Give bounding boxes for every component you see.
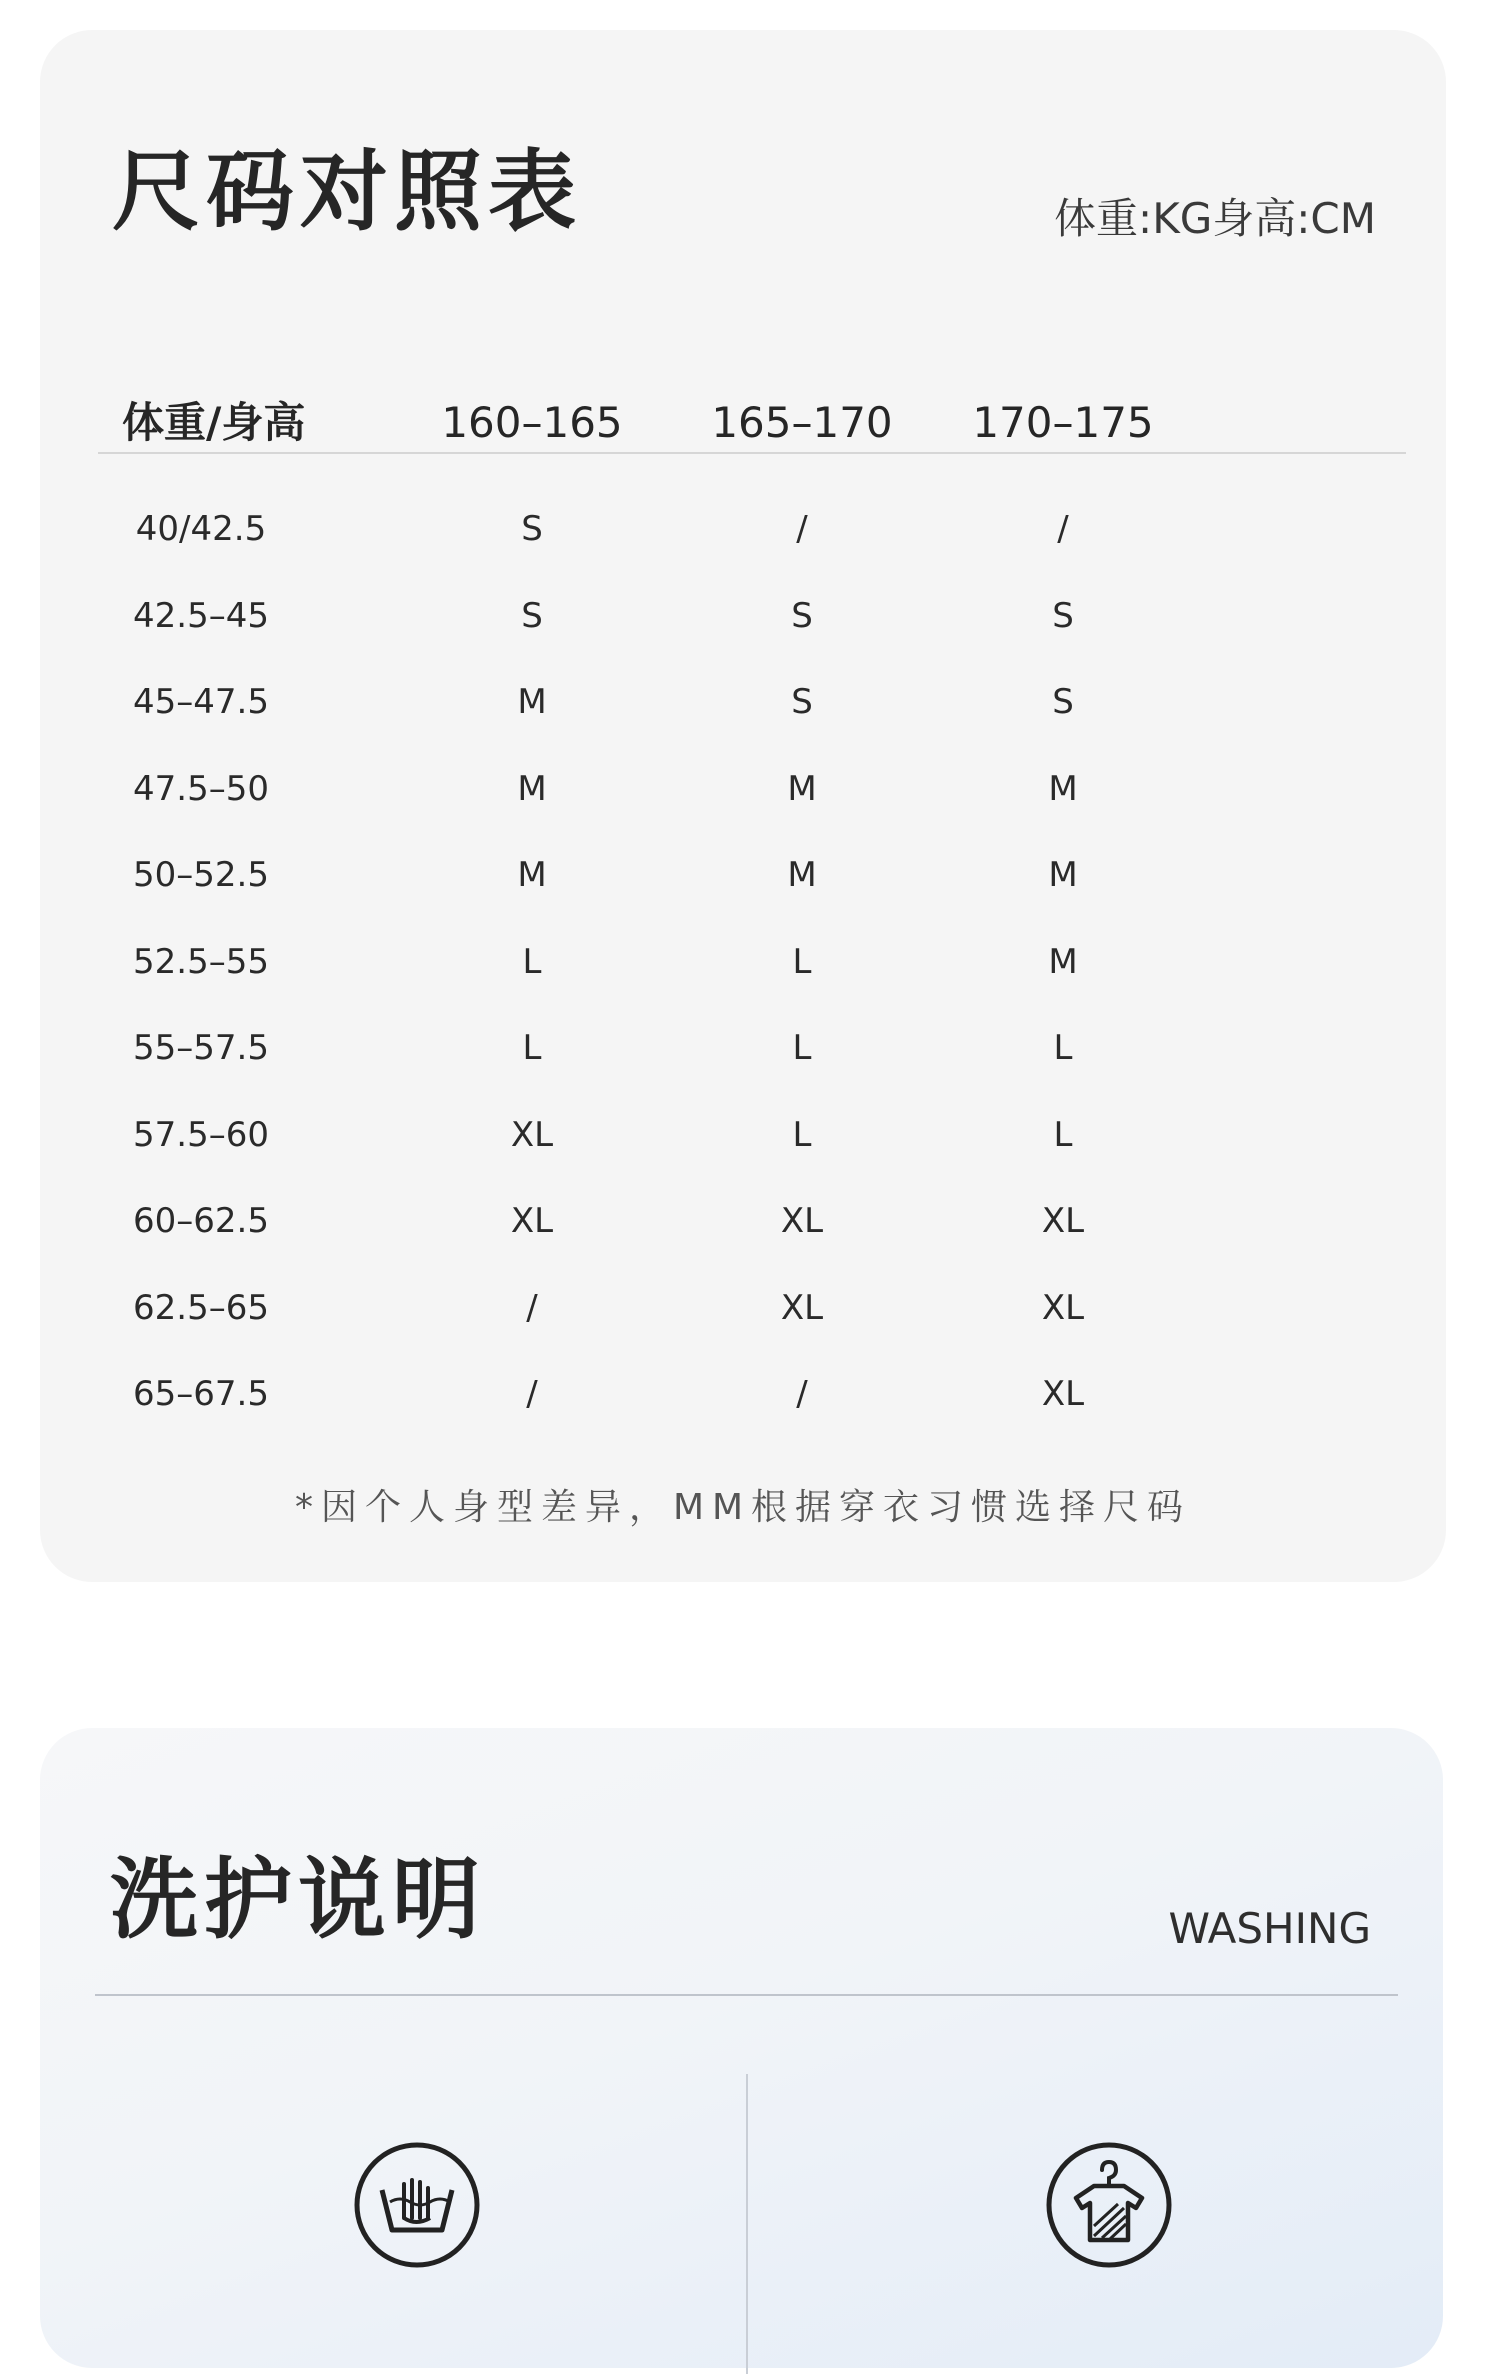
size-cell: / <box>796 509 808 549</box>
washing-title: 洗护说明 <box>110 1848 487 1951</box>
size-cell: / <box>526 1287 538 1328</box>
table-row <box>40 1271 1446 1358</box>
table-row <box>40 1011 1446 1098</box>
height-column-header: 160–165 <box>441 398 623 447</box>
size-chart-title: 尺码对照表 <box>112 140 583 243</box>
weight-range: 57.5–60 <box>133 1114 269 1155</box>
table-row <box>40 1098 1446 1185</box>
size-cell: XL <box>510 1201 554 1241</box>
weight-range: 50–52.5 <box>133 855 269 895</box>
table-row <box>40 1184 1446 1271</box>
size-chart-units: 体重:KG身高:CM <box>1054 194 1376 243</box>
corner-header: 体重/身高 <box>122 398 306 447</box>
washing-card <box>40 1728 1443 2368</box>
size-cell: XL <box>1041 1374 1085 1414</box>
height-column-header: 170–175 <box>972 398 1154 447</box>
size-cell: L <box>522 1028 542 1068</box>
table-row <box>40 665 1446 752</box>
size-chart-card <box>40 30 1446 1582</box>
table-row <box>40 752 1446 839</box>
size-cell: M <box>1048 855 1078 895</box>
size-cell: / <box>526 1374 538 1414</box>
size-cell: L <box>792 1028 812 1068</box>
size-cell: XL <box>510 1114 554 1155</box>
size-cell: S <box>521 509 543 549</box>
size-cell: XL <box>1041 1287 1085 1328</box>
size-cell: XL <box>780 1201 824 1241</box>
header-divider <box>98 452 1406 454</box>
weight-range: 60–62.5 <box>133 1201 269 1241</box>
size-cell: S <box>791 595 813 636</box>
weight-range: 55–57.5 <box>133 1028 269 1068</box>
weight-range: 52.5–55 <box>133 941 269 982</box>
size-cell: S <box>791 682 813 722</box>
weight-range: 42.5–45 <box>133 595 269 636</box>
weight-range: 62.5–65 <box>133 1287 269 1328</box>
size-cell: L <box>1053 1114 1073 1155</box>
weight-range: 47.5–50 <box>133 768 269 809</box>
size-cell: M <box>787 855 817 895</box>
weight-range: 45–47.5 <box>133 682 269 722</box>
washing-divider <box>95 1994 1398 1996</box>
size-cell: M <box>1048 768 1078 809</box>
size-cell: L <box>1053 1028 1073 1068</box>
weight-range: 65–67.5 <box>133 1374 269 1414</box>
size-advice-note: *因个人身型差异，MM根据穿衣习惯选择尺码 <box>294 1487 1192 1528</box>
size-cell: L <box>522 941 542 982</box>
size-cell: M <box>517 855 547 895</box>
table-row <box>40 579 1446 666</box>
table-row <box>40 838 1446 925</box>
height-column-header: 165–170 <box>711 398 893 447</box>
size-cell: L <box>792 941 812 982</box>
table-row <box>40 1357 1446 1444</box>
size-cell: M <box>517 768 547 809</box>
table-row <box>40 492 1446 579</box>
size-cell: M <box>1048 941 1078 982</box>
size-cell: M <box>787 768 817 809</box>
hang-dry-icon <box>1044 2140 1174 2270</box>
table-row <box>40 925 1446 1012</box>
weight-range: 40/42.5 <box>135 509 267 549</box>
size-cell: L <box>792 1114 812 1155</box>
size-table-body <box>40 492 1446 1444</box>
size-cell: S <box>1052 595 1074 636</box>
size-cell: S <box>1052 682 1074 722</box>
size-cell: S <box>521 595 543 636</box>
size-cell: / <box>1057 509 1069 549</box>
column-divider <box>746 2074 748 2374</box>
hand-wash-icon <box>352 2140 482 2270</box>
size-cell: M <box>517 682 547 722</box>
size-cell: XL <box>1041 1201 1085 1241</box>
size-cell: / <box>796 1374 808 1414</box>
washing-subtitle: WASHING <box>1168 1904 1371 1953</box>
size-cell: XL <box>780 1287 824 1328</box>
